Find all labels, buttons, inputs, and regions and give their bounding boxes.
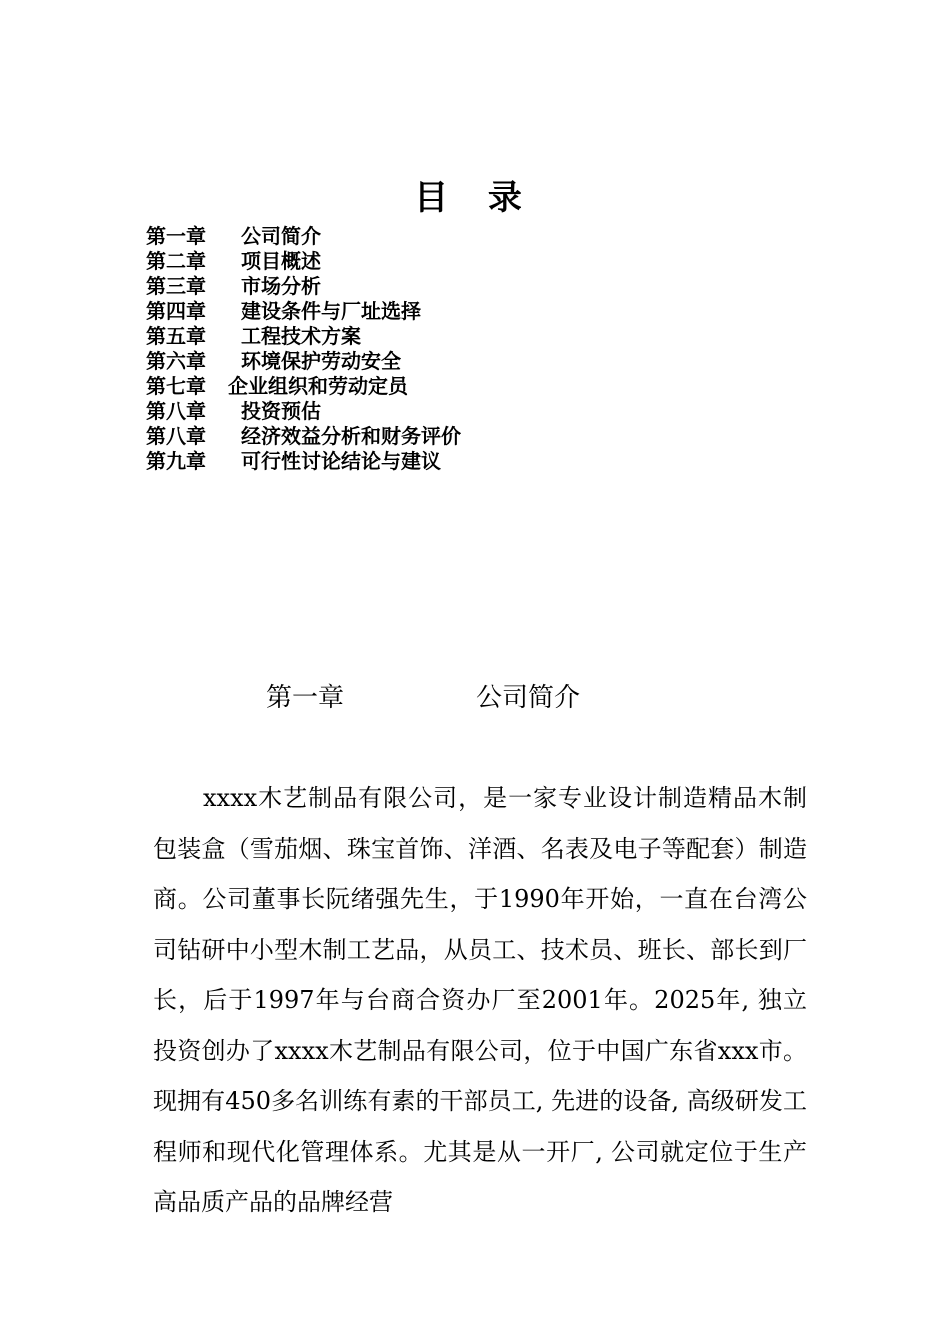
toc-chapter-title: 项目概述 (241, 249, 321, 273)
toc-item (146, 374, 461, 399)
toc-chapter-title: 公司简介 (241, 224, 321, 248)
toc-chapter-title: 投资预估 (241, 399, 321, 423)
toc-item (146, 424, 461, 449)
toc-chapter-title: 经济效益分析和财务评价 (241, 424, 461, 448)
toc-chapter-number: 第九章 (146, 449, 206, 473)
chapter-heading-title: 公司简介 (476, 683, 581, 713)
toc-item (146, 299, 461, 324)
toc-chapter-number: 第六章 (146, 349, 206, 373)
toc-item (146, 224, 461, 249)
toc-item (146, 274, 461, 299)
toc-chapter-number: 第二章 (146, 249, 206, 273)
toc-chapter-title: 工程技术方案 (241, 324, 361, 348)
toc-chapter-title: 可行性讨论结论与建议 (241, 449, 441, 473)
toc-item (146, 249, 461, 274)
chapter-heading-number: 第一章 (266, 683, 345, 713)
toc-chapter-title: 市场分析 (241, 274, 321, 298)
toc-chapter-number: 第一章 (146, 224, 206, 248)
toc-chapter-number: 第五章 (146, 324, 206, 348)
toc-chapter-number: 第八章 (146, 399, 206, 423)
toc-item (146, 449, 461, 474)
toc-chapter-title: 企业组织和劳动定员 (228, 374, 408, 398)
toc-chapter-number: 第七章 (146, 374, 206, 398)
toc-chapter-title: 建设条件与厂址选择 (241, 299, 421, 323)
toc-chapter-number: 第三章 (146, 274, 206, 298)
toc-chapter-title: 环境保护劳动安全 (241, 349, 401, 373)
toc-item (146, 349, 461, 374)
toc-item (146, 324, 461, 349)
toc-item (146, 399, 461, 424)
table-of-contents (146, 224, 461, 474)
toc-chapter-number: 第四章 (146, 299, 206, 323)
chapter-heading (266, 678, 580, 718)
toc-chapter-number: 第八章 (146, 424, 206, 448)
toc-title: 目 录 (414, 178, 536, 218)
company-intro-paragraph: xxxx木艺制品有限公司，是一家专业设计制造精品木制包装盒（雪茄烟、珠宝首饰、洋酒、名表及电子等配套）制造商。公司董事长阮绪强先生，于1990年开始，一直在台湾公司钻研中小型木制工艺品，从员工、技术员、班长、部长到厂长，后于1997年与台商合资办厂至2001年。2025年, 独立投资创办了xxxx木艺制品有限公司，位于中国广东省xxx市。现拥有450多名训练有素的干部员工, 先进的设备, 高级研发工程师和现代化管理体系。尤其是从一开厂, 公司就定位于生产高品质产品的品牌经营 (153, 784, 807, 1216)
